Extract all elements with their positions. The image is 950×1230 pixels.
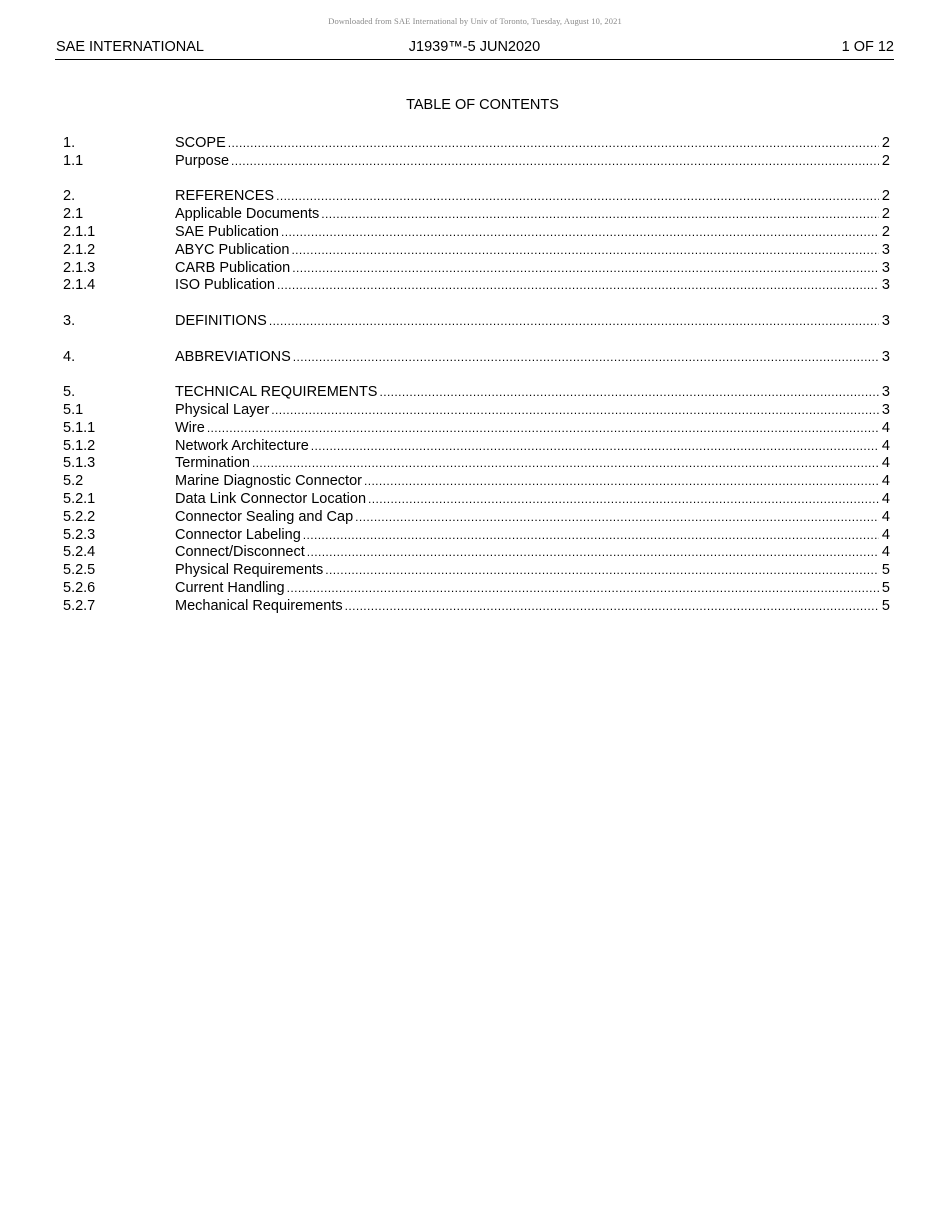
toc-entry-label: Physical Requirements (175, 562, 324, 579)
toc-leader-dots (291, 242, 878, 260)
toc-entry-number: 5.2.3 (63, 526, 96, 543)
toc-entry-number: 4. (63, 348, 76, 365)
toc-entry-label: DEFINITIONS (175, 312, 267, 329)
toc-entry-page: 2 (879, 188, 890, 206)
toc-entry[interactable] (63, 491, 890, 509)
toc-leader-dots (364, 473, 879, 491)
toc-entry[interactable] (63, 153, 890, 171)
header-page-number: 1 OF 12 (841, 39, 894, 55)
toc-entry[interactable] (63, 135, 890, 153)
toc-entry-page: 2 (879, 153, 890, 171)
toc-entry[interactable] (63, 402, 890, 420)
download-watermark: Downloaded from SAE International by Univ of Toronto, Tuesday, August 10, 2021 (328, 16, 622, 26)
toc-leader-dots (307, 544, 879, 562)
toc-leader-dots (287, 580, 879, 598)
toc-leader-dots (252, 455, 879, 473)
toc-leader-dots (321, 206, 879, 224)
toc-entry-label: Marine Diagnostic Connector (175, 473, 362, 490)
toc-entry-page: 4 (879, 438, 890, 456)
toc-entry-number: 5.1 (63, 401, 84, 418)
toc-entry-number: 5.2.6 (63, 579, 96, 596)
toc-entry-number: 5. (63, 384, 76, 401)
toc-entry[interactable] (63, 438, 890, 456)
toc-leader-dots (325, 562, 879, 580)
toc-entry-number: 2. (63, 188, 76, 205)
toc-entry[interactable] (63, 598, 890, 616)
toc-entry-label: Connect/Disconnect (175, 544, 305, 561)
toc-entry-page: 5 (879, 580, 890, 598)
toc-entry-page: 4 (879, 544, 890, 562)
toc-leader-dots (276, 188, 879, 206)
toc-entry-number: 5.2.1 (63, 490, 96, 507)
toc-entry[interactable] (63, 544, 890, 562)
toc-entry-number: 2.1 (63, 206, 84, 223)
toc-entry-number: 5.2.5 (63, 562, 96, 579)
toc-entry[interactable] (63, 349, 890, 367)
toc-entry[interactable] (63, 277, 890, 295)
toc-entry-label: Termination (175, 455, 250, 472)
toc-entry-page: 4 (879, 420, 890, 438)
toc-entry-page: 2 (879, 206, 890, 224)
toc-entry-label: Mechanical Requirements (175, 597, 343, 614)
toc-leader-dots (345, 598, 879, 616)
toc-entry-number: 5.2.7 (63, 597, 96, 614)
toc-entry[interactable] (63, 188, 890, 206)
toc-entry-page: 4 (879, 455, 890, 473)
toc-entry-number: 5.1.2 (63, 437, 96, 454)
toc-entry-page: 3 (879, 277, 890, 295)
toc-entry-label: SAE Publication (175, 223, 279, 240)
toc-entry[interactable] (63, 384, 890, 402)
toc-entry-page: 3 (879, 242, 890, 260)
toc-entry-label: Network Architecture (175, 437, 309, 454)
toc-entry-label: TECHNICAL REQUIREMENTS (175, 384, 378, 401)
header-doc-id: J1939™-5 JUN2020 (408, 39, 541, 55)
toc-entry[interactable] (63, 260, 890, 278)
toc-title: TABLE OF CONTENTS (406, 97, 559, 113)
toc-entry[interactable] (63, 224, 890, 242)
toc-entry[interactable] (63, 562, 890, 580)
toc-entry-page: 2 (879, 135, 890, 153)
toc-leader-dots (207, 420, 879, 438)
toc-entry-page: 3 (879, 349, 890, 367)
toc-entry-page: 2 (879, 224, 890, 242)
toc-leader-dots (355, 509, 879, 527)
toc-entry-label: Data Link Connector Location (175, 490, 367, 507)
toc-entry[interactable] (63, 527, 890, 545)
toc-entry-label: SCOPE (175, 135, 226, 151)
toc-entry-page: 3 (879, 402, 890, 420)
toc-entry-label: Wire (175, 419, 205, 436)
table-of-contents (63, 135, 890, 616)
toc-leader-dots (368, 491, 879, 509)
toc-entry-page: 4 (879, 509, 890, 527)
toc-entry-number: 2.1.1 (63, 223, 96, 240)
toc-entry-page: 4 (879, 491, 890, 509)
toc-leader-dots (231, 153, 879, 171)
toc-entry-number: 5.2.2 (63, 508, 96, 525)
toc-entry[interactable] (63, 580, 890, 598)
toc-entry-label: Current Handling (175, 579, 285, 596)
toc-entry-page: 4 (879, 473, 890, 491)
toc-entry-label: ABBREVIATIONS (175, 348, 291, 365)
toc-leader-dots (379, 384, 878, 402)
toc-leader-dots (311, 438, 879, 456)
toc-entry-label: ISO Publication (175, 277, 275, 294)
toc-entry-label: CARB Publication (175, 259, 291, 276)
toc-entry-number: 2.1.2 (63, 241, 96, 258)
toc-leader-dots (281, 224, 879, 242)
toc-entry-label: Connector Sealing and Cap (175, 508, 354, 525)
toc-entry[interactable] (63, 420, 890, 438)
toc-entry-number: 5.2.4 (63, 544, 96, 561)
header-org: SAE INTERNATIONAL (56, 39, 204, 55)
toc-entry-number: 2.1.3 (63, 259, 96, 276)
toc-entry[interactable] (63, 509, 890, 527)
toc-entry[interactable] (63, 473, 890, 491)
toc-entry[interactable] (63, 206, 890, 224)
toc-entry[interactable] (63, 313, 890, 331)
toc-entry-label: Physical Layer (175, 401, 270, 418)
toc-entry-page: 5 (879, 562, 890, 580)
toc-entry-label: Connector Labeling (175, 526, 301, 543)
toc-entry-number: 5.1.3 (63, 455, 96, 472)
toc-leader-dots (277, 277, 879, 295)
toc-leader-dots (303, 527, 879, 545)
toc-leader-dots (269, 313, 879, 331)
toc-leader-dots (293, 349, 879, 367)
toc-entry-label: Applicable Documents (175, 206, 320, 223)
toc-entry-number: 2.1.4 (63, 277, 96, 294)
toc-leader-dots (292, 260, 879, 278)
toc-leader-dots (271, 402, 879, 420)
toc-entry-label: REFERENCES (175, 188, 275, 205)
toc-entry-page: 3 (879, 260, 890, 278)
toc-entry-number: 5.2 (63, 473, 84, 490)
toc-entry-page: 5 (879, 598, 890, 616)
toc-entry[interactable] (63, 455, 890, 473)
toc-entry-number: 1. (63, 135, 76, 151)
toc-entry-page: 4 (879, 527, 890, 545)
page-header (55, 38, 894, 60)
toc-entry-number: 5.1.1 (63, 419, 96, 436)
toc-entry-label: ABYC Publication (175, 241, 290, 258)
toc-entry-number: 3. (63, 312, 76, 329)
toc-leader-dots (228, 135, 879, 153)
toc-entry-page: 3 (879, 313, 890, 331)
toc-entry-number: 1.1 (63, 152, 84, 169)
toc-entry[interactable] (63, 242, 890, 260)
toc-entry-page: 3 (879, 384, 890, 402)
toc-entry-label: Purpose (175, 152, 230, 169)
